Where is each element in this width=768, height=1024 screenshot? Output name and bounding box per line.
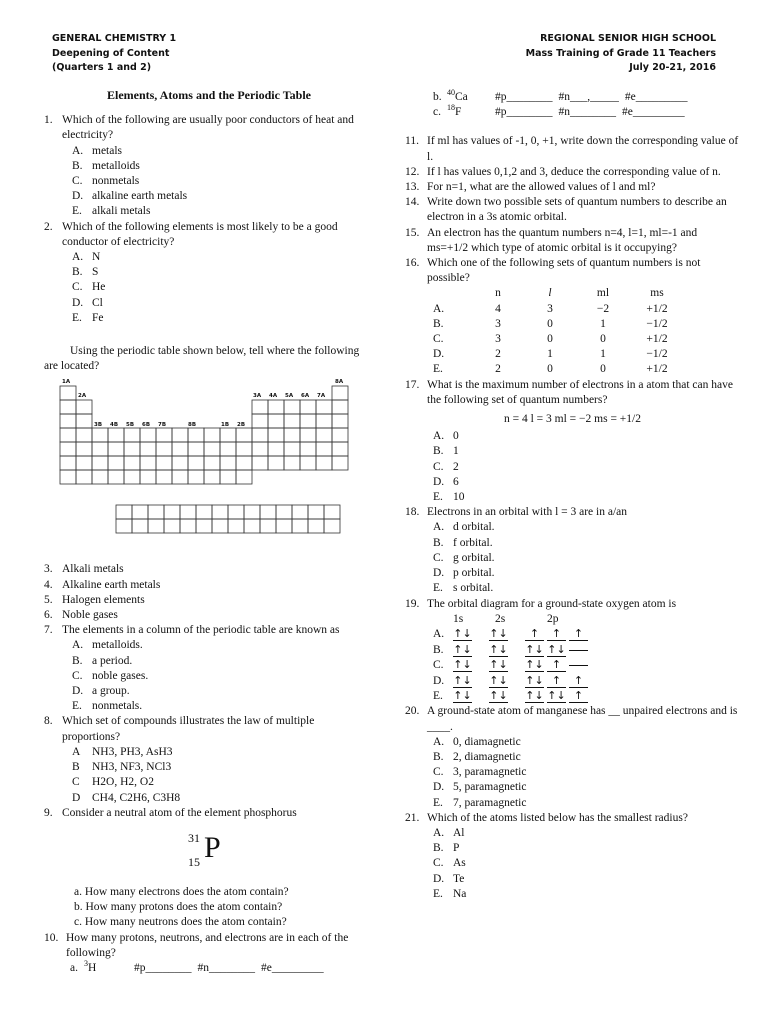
orbital-row: A. ↑↓ ↑↓ ↑ ↑ ↑ bbox=[405, 627, 740, 643]
pt-cell bbox=[300, 442, 316, 456]
table-row: A. 4 3 −2 +1/2 bbox=[433, 302, 668, 315]
q7-option-a: A. metalloids. bbox=[72, 639, 143, 652]
pt-cell bbox=[284, 456, 300, 470]
label-3a: 3A bbox=[253, 393, 262, 400]
phosphorus-isotope bbox=[44, 831, 374, 879]
pt-cell bbox=[156, 456, 172, 470]
pt-cell bbox=[76, 400, 92, 414]
label-7b: 7B bbox=[158, 422, 167, 429]
label-6b: 6B bbox=[142, 422, 151, 429]
pt-cell bbox=[60, 400, 76, 414]
orbital-box: ↑↓ bbox=[453, 689, 472, 703]
pt-cell bbox=[284, 428, 300, 442]
q2-option-b: B. S bbox=[72, 266, 99, 279]
pt-cell bbox=[220, 456, 236, 470]
pt-cell bbox=[228, 519, 244, 533]
orbital-box: ↑ bbox=[525, 628, 544, 641]
question-21: 21. Which of the atoms listed below has the smallest radius? bbox=[405, 811, 688, 824]
orbital-row: B. ↑↓ ↑↓ ↑↓ ↑↓ bbox=[405, 642, 740, 658]
pt-cell bbox=[276, 519, 292, 533]
orbital-row: C. ↑↓ ↑↓ ↑↓ ↑ bbox=[405, 658, 740, 674]
periodic-intro: Using the periodic table shown below, tell where the following are located? bbox=[44, 345, 360, 373]
quantum-set: n = 4 l = 3 ml = −2 ms = +1/2 bbox=[504, 413, 641, 426]
q9-sub-c: c. How many neutrons does the atom contain? bbox=[74, 916, 287, 929]
pt-cell bbox=[172, 442, 188, 456]
question-15: 15. An electron has the quantum numbers n=4, l=1, ml=-1 and ms=+1/2 which type of atomic orbital is it occupying? bbox=[405, 226, 698, 254]
pt-cell bbox=[212, 519, 228, 533]
pt-cell bbox=[60, 386, 76, 400]
pt-cell bbox=[260, 505, 276, 519]
question-13: 13. For n=1, what are the allowed values of l and ml? bbox=[405, 181, 656, 194]
question-5: 5. Halogen elements bbox=[44, 593, 145, 606]
pt-cell bbox=[148, 519, 164, 533]
question-6: 6. Noble gases bbox=[44, 609, 118, 622]
orbital-box: ↑↓ bbox=[453, 673, 472, 687]
orbital-box: ↑ bbox=[569, 690, 588, 703]
question-14: 14. Write down two possible sets of quantum numbers to describe an electron in a 3s atomic orbital. bbox=[405, 196, 727, 224]
left-column bbox=[44, 88, 374, 976]
pt-cell bbox=[124, 428, 140, 442]
q10-item-c: c. $^{18}$F #p________ #n________ #e_________ bbox=[433, 103, 685, 119]
pt-cell bbox=[244, 519, 260, 533]
isotope-symbol: P bbox=[204, 830, 221, 864]
pt-cell bbox=[172, 456, 188, 470]
pt-cell bbox=[316, 442, 332, 456]
q10-item-b: b. $^{40}$Ca #p________ #n___,_____ #e_________ bbox=[433, 88, 688, 103]
pt-cell bbox=[116, 505, 132, 519]
label-6a: 6A bbox=[301, 393, 310, 400]
q17-option-a: A. 0 bbox=[433, 430, 459, 443]
page-title: Elements, Atoms and the Periodic Table bbox=[106, 88, 311, 102]
training-name: Mass Training of Grade 11 Teachers bbox=[525, 47, 716, 59]
q8-option-c: C H2O, H2, O2 bbox=[72, 776, 154, 789]
pt-cell bbox=[60, 442, 76, 456]
q21-option-c: C. As bbox=[433, 857, 466, 870]
question-18: 18. Electrons in an orbital with l = 3 are in a/an bbox=[405, 506, 628, 519]
periodic-table-diagram bbox=[58, 376, 358, 558]
right-column bbox=[405, 88, 740, 902]
pt-cell bbox=[220, 442, 236, 456]
pt-cell bbox=[324, 519, 340, 533]
q21-option-e: E. Na bbox=[433, 887, 467, 900]
orbital-box: ↑ bbox=[547, 659, 566, 672]
pt-cell bbox=[140, 442, 156, 456]
orbital-box: ↑↓ bbox=[489, 673, 508, 687]
pt-cell bbox=[124, 442, 140, 456]
label-2b: 2B bbox=[237, 422, 246, 429]
school-name: REGIONAL SENIOR HIGH SCHOOL bbox=[540, 33, 716, 44]
table-row: D. 2 1 1 −1/2 bbox=[433, 348, 668, 361]
orbital-box bbox=[569, 665, 588, 666]
question-17: 17. What is the maximum number of electrons in a atom that can have the following set of quantum numbers? bbox=[405, 378, 733, 406]
pt-cell bbox=[204, 442, 220, 456]
pt-cell bbox=[252, 414, 268, 428]
orbital-box: ↑ bbox=[547, 675, 566, 688]
pt-cell bbox=[300, 428, 316, 442]
question-7: 7. The elements in a column of the periodic table are known as bbox=[44, 624, 340, 637]
pt-cell bbox=[308, 519, 324, 533]
pt-cell bbox=[164, 519, 180, 533]
q17-option-c: C. 2 bbox=[433, 460, 459, 473]
pt-cell bbox=[244, 505, 260, 519]
q18-option-e: E. s orbital. bbox=[433, 582, 494, 595]
q7-option-b: B. a period. bbox=[72, 654, 133, 667]
pt-cell bbox=[332, 428, 348, 442]
isotope-mass-number: 31 bbox=[188, 830, 200, 845]
pt-cell bbox=[300, 400, 316, 414]
pt-cell bbox=[252, 428, 268, 442]
pt-cell bbox=[252, 400, 268, 414]
q7-option-d: D. a group. bbox=[72, 685, 130, 698]
label-7a: 7A bbox=[317, 393, 326, 400]
pt-cell bbox=[316, 400, 332, 414]
pt-cell bbox=[268, 456, 284, 470]
pt-cell bbox=[188, 428, 204, 442]
q1-option-b: B. metalloids bbox=[72, 159, 140, 172]
pt-cell bbox=[300, 456, 316, 470]
orbital-box: ↑↓ bbox=[525, 689, 544, 703]
question-9: 9. Consider a neutral atom of the element phosphorus bbox=[44, 806, 297, 819]
pt-cell bbox=[236, 470, 252, 484]
pt-cell bbox=[332, 386, 348, 400]
header-right bbox=[526, 32, 716, 76]
pt-cell bbox=[236, 456, 252, 470]
question-12: 12. If l has values 0,1,2 and 3, deduce the corresponding value of n. bbox=[405, 165, 721, 178]
pt-cell bbox=[108, 428, 124, 442]
pt-cell bbox=[156, 442, 172, 456]
q7-option-e: E. nonmetals. bbox=[72, 700, 143, 713]
orbital-box: ↑↓ bbox=[489, 627, 508, 641]
periodic-table-grid bbox=[60, 386, 348, 533]
question-19: 19. The orbital diagram for a ground-state oxygen atom is bbox=[405, 597, 677, 610]
orbital-box: ↑ bbox=[569, 675, 588, 688]
pt-cell bbox=[156, 470, 172, 484]
q18-option-c: C. g orbital. bbox=[433, 551, 495, 564]
label-1a: 1A bbox=[62, 379, 71, 386]
pt-cell bbox=[188, 456, 204, 470]
q8-option-a: A NH3, PH3, AsH3 bbox=[72, 745, 173, 758]
pt-cell bbox=[268, 400, 284, 414]
pt-cell bbox=[92, 470, 108, 484]
orbital-box: ↑ bbox=[547, 628, 566, 641]
orbital-box: ↑↓ bbox=[489, 689, 508, 703]
q20-option-d: D. 5, paramagnetic bbox=[433, 781, 527, 794]
pt-cell bbox=[332, 414, 348, 428]
pt-cell bbox=[60, 414, 76, 428]
pt-cell bbox=[308, 505, 324, 519]
pt-cell bbox=[324, 505, 340, 519]
label-1b: 1B bbox=[221, 422, 230, 429]
pt-cell bbox=[316, 456, 332, 470]
orbital-box: ↑↓ bbox=[525, 673, 544, 687]
pt-cell bbox=[140, 456, 156, 470]
q2-option-e: E. Fe bbox=[72, 311, 104, 324]
q21-option-a: A. Al bbox=[433, 827, 465, 840]
pt-cell bbox=[76, 414, 92, 428]
q8-option-b: B NH3, NF3, NCl3 bbox=[72, 761, 172, 774]
q2-option-a: A. N bbox=[72, 251, 101, 264]
table-row: C. 3 0 0 +1/2 bbox=[433, 333, 668, 346]
pt-cell bbox=[260, 519, 276, 533]
pt-cell bbox=[268, 414, 284, 428]
q18-option-b: B. f orbital. bbox=[433, 536, 493, 549]
isotope-atomic-number: 15 bbox=[188, 854, 200, 869]
orbital-box: ↑↓ bbox=[547, 642, 566, 656]
orbital-box: ↑↓ bbox=[453, 627, 472, 641]
pt-cell bbox=[124, 470, 140, 484]
pt-cell bbox=[292, 519, 308, 533]
quantum-numbers-table bbox=[433, 286, 685, 377]
pt-cell bbox=[300, 414, 316, 428]
table-row: B. 3 0 1 −1/2 bbox=[433, 317, 668, 330]
pt-cell bbox=[132, 505, 148, 519]
pt-cell bbox=[140, 470, 156, 484]
label-8a: 8A bbox=[335, 379, 344, 386]
pt-cell bbox=[76, 456, 92, 470]
pt-cell bbox=[156, 428, 172, 442]
pt-cell bbox=[332, 442, 348, 456]
orbital-row: E. ↑↓ ↑↓ ↑↓ ↑↓ ↑ bbox=[405, 689, 740, 705]
pt-cell bbox=[196, 505, 212, 519]
label-5b: 5B bbox=[126, 422, 135, 429]
question-3: 3. Alkali metals bbox=[44, 563, 124, 576]
orbital-box: ↑↓ bbox=[489, 658, 508, 672]
q10-item-a: a. $^3$H #p________ #n________ #e_________ bbox=[70, 959, 324, 974]
pt-cell bbox=[188, 470, 204, 484]
table-row: E. 2 0 0 +1/2 bbox=[433, 363, 668, 376]
orbital-header: 1s 2s 2p bbox=[453, 612, 559, 625]
q1-option-c: C. nonmetals bbox=[72, 175, 140, 188]
pt-cell bbox=[316, 414, 332, 428]
pt-cell bbox=[140, 428, 156, 442]
label-5a: 5A bbox=[285, 393, 294, 400]
header-left bbox=[52, 32, 176, 76]
q9-sub-a: a. How many electrons does the atom contain? bbox=[74, 885, 289, 898]
pt-cell bbox=[332, 400, 348, 414]
course-title: GENERAL CHEMISTRY 1 bbox=[52, 33, 177, 44]
pt-cell bbox=[268, 442, 284, 456]
q20-option-b: B. 2, diamagnetic bbox=[433, 751, 521, 764]
pt-cell bbox=[172, 470, 188, 484]
label-8b: 8B bbox=[188, 422, 197, 429]
label-2a: 2A bbox=[78, 393, 87, 400]
pt-cell bbox=[284, 400, 300, 414]
pt-cell bbox=[220, 470, 236, 484]
pt-cell bbox=[76, 442, 92, 456]
q17-option-d: D. 6 bbox=[433, 475, 459, 488]
q1-option-a: A. metals bbox=[72, 144, 123, 157]
pt-cell bbox=[228, 505, 244, 519]
pt-cell bbox=[276, 505, 292, 519]
q17-option-b: B. 1 bbox=[433, 445, 459, 458]
orbital-box bbox=[569, 650, 588, 651]
pt-cell bbox=[180, 519, 196, 533]
q20-option-c: C. 3, paramagnetic bbox=[433, 766, 527, 779]
question-4: 4. Alkaline earth metals bbox=[44, 578, 161, 591]
orbital-box: ↑↓ bbox=[547, 689, 566, 703]
pt-cell bbox=[292, 505, 308, 519]
pt-cell bbox=[172, 428, 188, 442]
q18-option-a: A. d orbital. bbox=[433, 521, 495, 534]
pt-cell bbox=[316, 428, 332, 442]
pt-cell bbox=[220, 428, 236, 442]
pt-cell bbox=[196, 519, 212, 533]
pt-cell bbox=[188, 442, 204, 456]
label-3b: 3B bbox=[94, 422, 103, 429]
orbital-diagram bbox=[405, 627, 740, 705]
pt-cell bbox=[204, 428, 220, 442]
orbital-box: ↑ bbox=[569, 628, 588, 641]
pt-cell bbox=[116, 519, 132, 533]
pt-cell bbox=[268, 428, 284, 442]
question-2: 2. Which of the following elements is most likely to be a good conductor of electricity? bbox=[44, 220, 338, 248]
orbital-box: ↑↓ bbox=[525, 658, 544, 672]
q20-option-a: A. 0, diamagnetic bbox=[433, 735, 521, 748]
label-4b: 4B bbox=[110, 422, 119, 429]
pt-cell bbox=[284, 442, 300, 456]
pt-cell bbox=[132, 519, 148, 533]
training-date: July 20-21, 2016 bbox=[629, 62, 716, 73]
pt-cell bbox=[108, 456, 124, 470]
q21-option-b: B. P bbox=[433, 842, 460, 855]
q9-sub-b: b. How many protons does the atom contain? bbox=[74, 901, 283, 914]
q17-option-e: E. 10 bbox=[433, 491, 465, 504]
pt-cell bbox=[284, 414, 300, 428]
pt-cell bbox=[60, 428, 76, 442]
pt-cell bbox=[252, 456, 268, 470]
question-10: 10. How many protons, neutrons, and electrons are in each of the following? bbox=[44, 931, 349, 959]
pt-cell bbox=[76, 428, 92, 442]
pt-cell bbox=[60, 470, 76, 484]
q1-option-e: E. alkali metals bbox=[72, 205, 151, 218]
pt-cell bbox=[92, 456, 108, 470]
question-11: 11. If ml has values of -1, 0, +1, write down the corresponding value of l. bbox=[405, 135, 739, 163]
pt-cell bbox=[92, 442, 108, 456]
pt-cell bbox=[332, 456, 348, 470]
course-subtitle: Deepening of Content bbox=[52, 47, 170, 59]
q18-option-d: D. p orbital. bbox=[433, 567, 495, 580]
pt-cell bbox=[236, 442, 252, 456]
pt-cell bbox=[60, 456, 76, 470]
pt-cell bbox=[76, 470, 92, 484]
question-16: 16. Which one of the following sets of quantum numbers is not possible? bbox=[405, 257, 701, 285]
pt-cell bbox=[164, 505, 180, 519]
q20-option-e: E. 7, paramagnetic bbox=[433, 796, 527, 809]
orbital-box: ↑↓ bbox=[525, 642, 544, 656]
pt-cell bbox=[124, 456, 140, 470]
pt-cell bbox=[204, 470, 220, 484]
pt-cell bbox=[252, 442, 268, 456]
q2-option-c: C. He bbox=[72, 281, 106, 294]
pt-cell bbox=[108, 442, 124, 456]
q8-option-d: D CH4, C2H6, C3H8 bbox=[72, 791, 181, 804]
course-quarters: (Quarters 1 and 2) bbox=[52, 62, 152, 73]
table-header-row: n l ml ms bbox=[495, 287, 664, 300]
pt-cell bbox=[108, 470, 124, 484]
pt-cell bbox=[92, 428, 108, 442]
pt-cell bbox=[236, 428, 252, 442]
question-8: 8. Which set of compounds illustrates the law of multiple proportions? bbox=[44, 715, 315, 743]
orbital-box: ↑↓ bbox=[453, 658, 472, 672]
question-20: 20. A ground-state atom of manganese has __ unpaired electrons and is ____. bbox=[405, 705, 738, 733]
q2-option-d: D. Cl bbox=[72, 296, 103, 309]
orbital-box: ↑↓ bbox=[489, 642, 508, 656]
orbital-row: D. ↑↓ ↑↓ ↑↓ ↑ ↑ bbox=[405, 673, 740, 689]
question-1: 1. Which of the following are usually poor conductors of heat and electricity? bbox=[44, 114, 354, 142]
pt-cell bbox=[204, 456, 220, 470]
label-4a: 4A bbox=[269, 393, 278, 400]
orbital-box: ↑↓ bbox=[453, 642, 472, 656]
pt-cell bbox=[180, 505, 196, 519]
q21-option-d: D. Te bbox=[433, 872, 465, 885]
pt-cell bbox=[212, 505, 228, 519]
q1-option-d: D. alkaline earth metals bbox=[72, 190, 188, 203]
pt-cell bbox=[148, 505, 164, 519]
q7-option-c: C. noble gases. bbox=[72, 669, 149, 682]
